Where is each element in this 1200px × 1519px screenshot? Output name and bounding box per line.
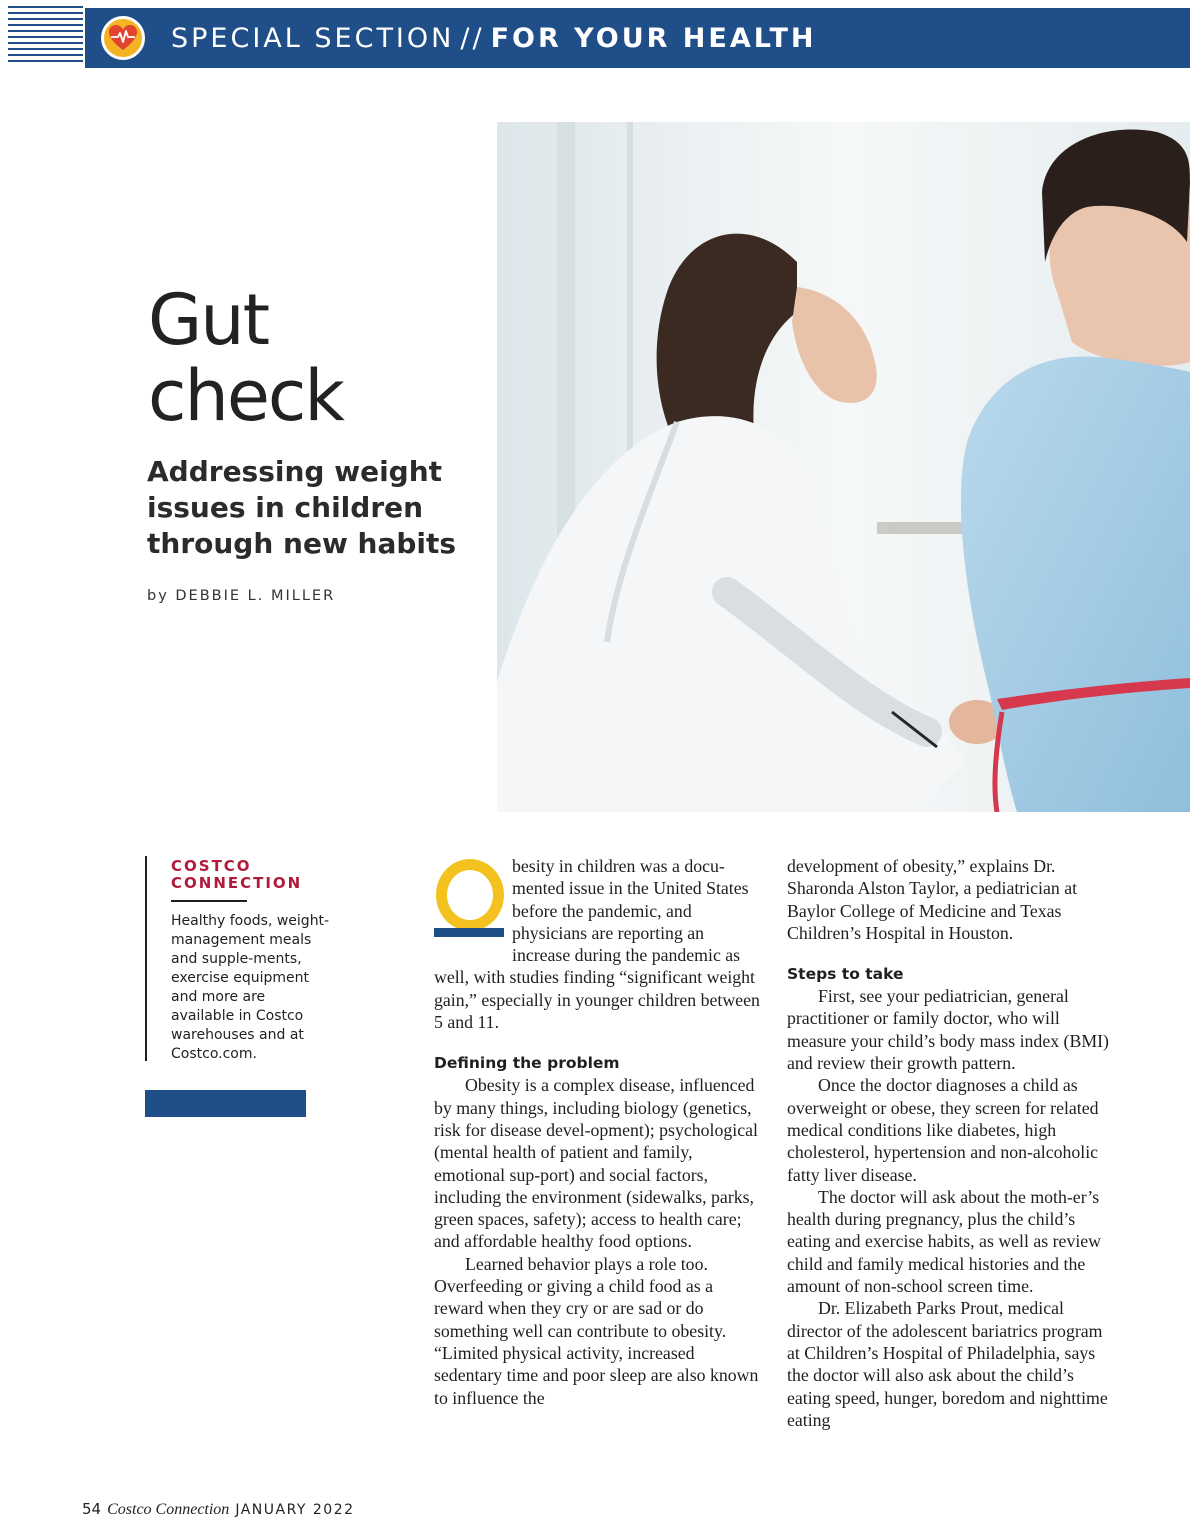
sidebar-brand-line-1: COSTCO: [171, 857, 252, 875]
costco-connection-sidebar: [145, 856, 330, 1061]
title-line-2: check: [148, 355, 343, 437]
heading-steps-to-take: Steps to take: [787, 965, 904, 984]
sidebar-brand: [171, 856, 330, 892]
drop-cap-o: [434, 855, 512, 945]
problem-paragraph-1: Obesity is a complex disease, influenced by many things, including biology (genetics, risk for disease devel-opment); psychological (mental health of patient and family, emotional sup-port) and social factors, including the environment (sidewalks, parks, green spaces, safety); access to health care; and affordable healthy food options.: [434, 1075, 758, 1252]
section-banner: [85, 8, 1190, 68]
article-subtitle: Addressing weight issues in children through new habits: [147, 455, 457, 560]
heading-defining-the-problem: Defining the problem: [434, 1054, 620, 1073]
sidebar-accent-bar: [145, 1090, 306, 1117]
page-number: 54: [82, 1500, 102, 1518]
section-title: [171, 23, 817, 54]
publication-name: Costco Connection: [107, 1501, 230, 1518]
heart-pulse-icon: [101, 16, 145, 60]
article-title: [148, 279, 343, 437]
steps-paragraph-1: First, see your pediatrician, general practitioner or family doctor, who will measure your child’s body mass index (BMI) and review their growth pattern.: [787, 986, 1109, 1074]
continued-paragraph: development of obesity,” explains Dr. Sharonda Alston Taylor, a pediatrician at Baylor College of Medicine and Texas Children’s Hospital in Houston.: [787, 856, 1078, 943]
body-column-2: [787, 855, 1117, 1431]
steps-paragraph-3: The doctor will ask about the moth-er’s health during pregnancy, plus the child’s eating and exercise habits, as well as review child and family medical histories and the amount of non-school screen time.: [787, 1186, 1102, 1297]
article-photo: [497, 122, 1190, 812]
section-label: SPECIAL SECTION: [171, 22, 455, 54]
issue-date: JANUARY 2022: [235, 1502, 355, 1518]
sidebar-brand-line-2: CONNECTION: [171, 874, 303, 892]
header-stripes: [8, 6, 83, 68]
section-separator: //: [460, 22, 485, 54]
steps-paragraph-2: Once the doctor diagnoses a child as overweight or obese, they screen for related medical conditions like diabetes, high cholesterol, hypertension and non-alcoholic fatty liver disease.: [787, 1075, 1099, 1185]
article-byline: by DEBBIE L. MILLER: [147, 588, 336, 604]
body-column-1: [434, 855, 764, 1409]
section-topic: FOR YOUR HEALTH: [490, 22, 817, 54]
page-footer: [82, 1500, 355, 1519]
sidebar-rule: [171, 900, 247, 902]
sidebar-text: Healthy foods, weight-management meals and supple-ments, exercise equipment and more are available in Costco warehouses and at Costco.com.: [171, 913, 330, 1062]
steps-paragraph-4: Dr. Elizabeth Parks Prout, medical director of the adolescent bariatrics program at Children’s Hospital of Philadelphia, says the doctor will also ask about the child’s eating speed, hunger, boredom and nighttime eating: [787, 1298, 1108, 1430]
title-line-1: Gut: [148, 279, 269, 361]
intro-paragraph: besity in children was a docu-mented issue in the United States before the pandemic, and physicians are reporting an increase during the pandemic as well, with studies finding “significant weight gain,” especially in younger children between 5 and 11.: [434, 856, 760, 1033]
drop-cap-bar: [434, 928, 504, 937]
problem-paragraph-2: Learned behavior plays a role too. Overfeeding or giving a child food as a reward when they cry or are sad or do something well can contribute to obesity. “Limited physical activity, increased sedentary time and poor sleep are also known to influence the: [434, 1253, 759, 1408]
